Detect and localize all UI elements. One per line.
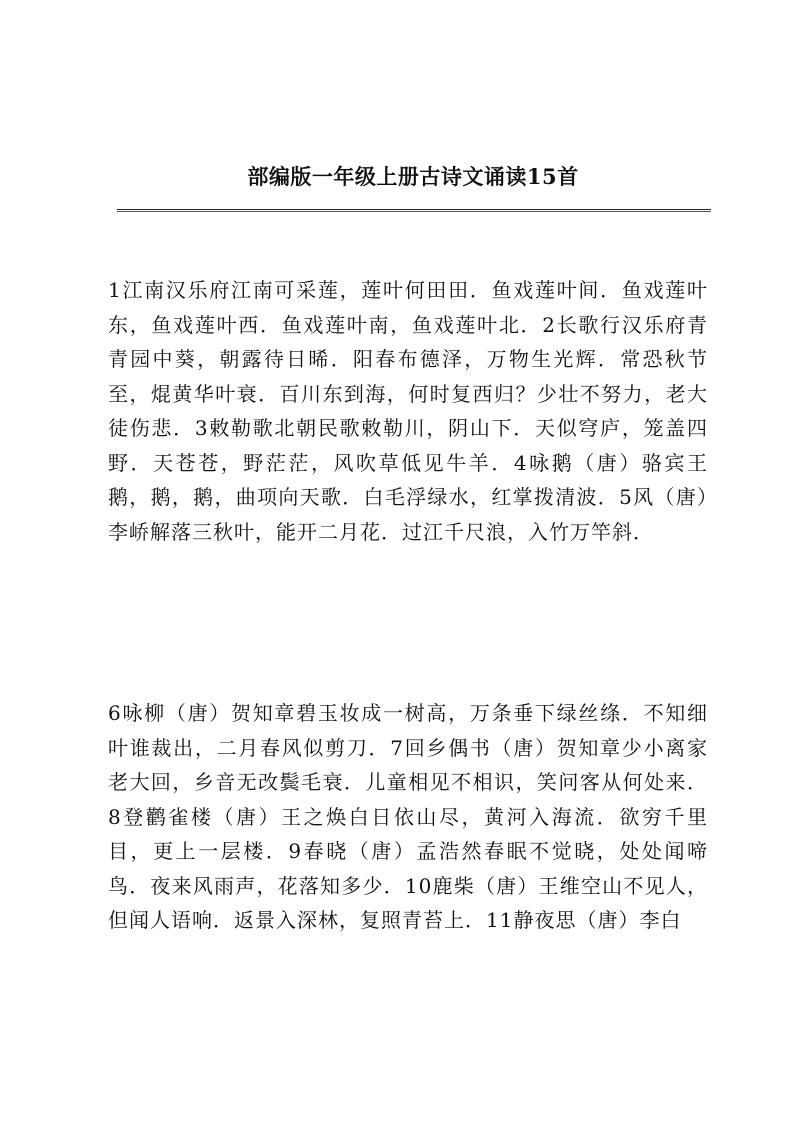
poem-paragraph-1: 1江南汉乐府江南可采莲，莲叶何田田．鱼戏莲叶间．鱼戏莲叶东，鱼戏莲叶西．鱼戏莲叶南，鱼戏莲叶北．2长歌行汉乐府青青园中葵，朝露待日晞．阳春布德泽，万物生光辉．常恐秋节至，焜黄华叶衰．百川东到海，何时复西归？少壮不努力，老大徒伤悲．3敕勒歌北朝民歌敕勒川，阴山下．天似穹庐，笼盖四野．天苍苍，野茫茫，风吹草低见牛羊．4咏鹅（唐）骆宾王鹅，鹅，鹅，曲项向天歌．白毛浮绿水，红掌拨清波．5风（唐）李峤解落三秋叶，能开二月花．过江千尺浪，入竹万竿斜． <box>108 278 708 544</box>
poem-paragraph-2: 6咏柳（唐）贺知章碧玉妆成一树高，万条垂下绿丝绦．不知细叶谁裁出，二月春风似剪刀．7回乡偶书（唐）贺知章少小离家老大回，乡音无改鬓毛衰．儿童相见不相识，笑问客从何处来．8登鹳雀楼（唐）王之焕白日依山尽，黄河入海流．欲穷千里目，更上一层楼．9春晓（唐）孟浩然春眠不觉晓，处处闻啼鸟．夜来风雨声，花落知多少．10鹿柴（唐）王维空山不见人，但闻人语响．返景入深林，复照青苔上．11静夜思（唐）李白 <box>108 701 708 932</box>
title-divider <box>117 209 711 212</box>
document-title: 部编版一年级上册古诗文诵读15首 <box>247 164 579 189</box>
